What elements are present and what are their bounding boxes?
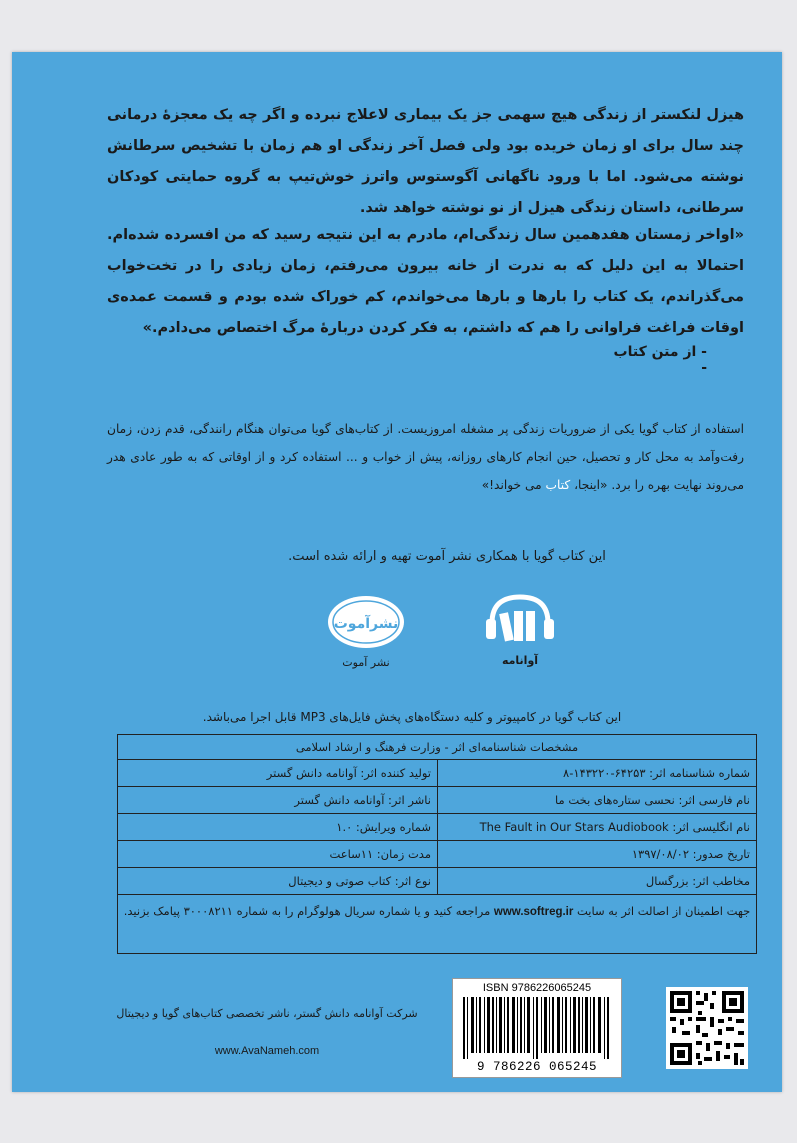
isbn-label: ISBN 9786226065245 [482, 982, 592, 994]
info-table-footer [118, 895, 756, 927]
isbn-number: 9 786226 065245 [476, 1060, 598, 1074]
mp3-note: این کتاب گویا در کامپیوتر و کلیه دستگاه‌های پخش فایل‌های MP3 قابل اجرا می‌باشد. [202, 710, 622, 724]
table-cell: تولید کننده اثر: آوانامه دانش گستر [266, 766, 431, 780]
website-link[interactable]: www.AvaNameh.com [214, 1045, 320, 1057]
cooperation-note: این کتاب گویا با همکاری نشر آموت تهیه و ارائه شده است. [288, 549, 606, 564]
quote-paragraph: «اواخر زمستان هفدهمین سال زندگی‌ام، مادرم به این نتیجه رسید که من افسرده شده‌ام. احتمالا به این دلیل که به ندرت از خانه بیرون می‌رفتم، زمان زیادی را در تخت‌خواب می‌گذراندم، یک کتاب را بارها و بارها می‌خواندم، کم خوراک شده بودم و قسمت عمده‌ی اوقات فراغت فراوانی را هم که داشتم، به فکر کردن دربارهٔ مرگ اختصاص می‌دادم.» [107, 227, 744, 336]
softreg-link[interactable]: www.softreg.ir [493, 906, 574, 918]
isbn-barcode [452, 978, 622, 1078]
table-row [118, 814, 756, 841]
audiobook-paragraph [107, 415, 744, 499]
audiobook-highlight: کتاب [545, 478, 571, 492]
info-table-header: مشخصات شناسنامه‌ای اثر - وزارت فرهنگ و ارشاد اسلامی [118, 735, 756, 760]
avanameh-logo-icon [480, 589, 560, 649]
company-line: شرکت آوانامه دانش گستر، ناشر تخصصی کتاب‌های گویا و دیجیتال [116, 1007, 418, 1020]
table-row [118, 841, 756, 868]
book-back-cover [12, 52, 782, 1092]
table-cell: نوع اثر: کتاب صوتی و دیجیتال [288, 874, 431, 888]
qr-code-icon[interactable] [666, 987, 748, 1069]
table-cell: مخاطب اثر: بزرگسال [437, 868, 756, 894]
table-row [118, 787, 756, 814]
table-cell: ناشر اثر: آوانامه دانش گستر [294, 793, 431, 807]
table-cell: نام انگلیسی اثر: The Fault in Our Stars Audiobook [437, 814, 756, 840]
barcode-icon [463, 997, 613, 1059]
amut-label: نشر آموت [342, 656, 390, 669]
amut-logo-text: نشرآموت [333, 616, 399, 632]
audiobook-end: می خواند!» [481, 478, 542, 492]
table-cell: شماره ویرایش: ۱.۰ [336, 820, 431, 834]
synopsis-paragraph: هیزل لنکستر از زندگی هیچ سهمی جز یک بیماری لاعلاج نبرده و اگر چه یک معجزهٔ درمانی چند سال برای او زمان خریده بود ولی فصل آخر زندگی او هم زمان با تشخیص سرطانش نوشته می‌شود. اما با ورود ناگهانی آگوستوس واترز خوش‌تیپ به گروه حمایتی کودکان سرطانی، داستان زندگی هیزل از نو نوشته خواهد شد. [107, 107, 744, 216]
table-cell: شماره شناسنامه اثر: ۶۴۲۵۳-۱۴۳۲۲۰-۸ [437, 760, 756, 786]
table-row [118, 760, 756, 787]
table-cell: نام فارسی اثر: نحسی ستاره‌های بخت ما [437, 787, 756, 813]
table-cell: مدت زمان: ۱۱ساعت [329, 847, 431, 861]
table-cell: تاریخ صدور: ۱۳۹۷/۰۸/۰۲ [437, 841, 756, 867]
quote-source: - از متن کتاب - [613, 344, 707, 376]
avanameh-label: آوانامه [501, 654, 539, 667]
info-table [117, 734, 757, 954]
audiobook-text: استفاده از کتاب گویا یکی از ضروریات زندگی پر مشغله امروزیست. از کتاب‌های گویا می‌توان هنگام رانندگی، قدم زدن، زمان رفت‌وآمد به محل کار و تحصیل، حین انجام کارهای روزانه، پیش از خواب و ... استفاده کرد و از اوقاتی که به طور عادی هدر می‌روند نهایت بهره را برد. «اینجا، [107, 422, 744, 492]
amut-logo-icon [325, 592, 407, 652]
footer-pre: جهت اطمینان از اصالت اثر به سایت [577, 904, 751, 918]
table-row [118, 868, 756, 895]
footer-post: مراجعه کنید و یا شماره سریال هولوگرام را به شماره ۳۰۰۰۸۲۱۱ پیامک بزنید. [123, 904, 491, 918]
